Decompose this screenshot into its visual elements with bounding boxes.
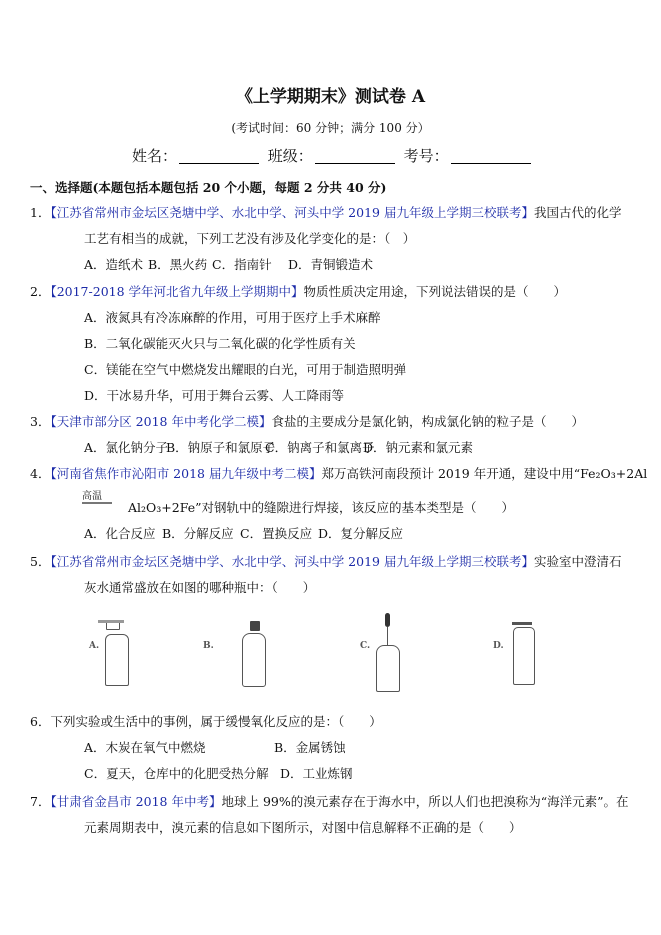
option[interactable]: D．工业炼钢 (280, 766, 353, 781)
q3-options (84, 440, 473, 456)
wide-mouth-bottle-icon (105, 634, 129, 686)
q-stem-cont: Al₂O₃+2Fe”对钢轨中的缝隙进行焊接，该反应的基本类型是（ ） (128, 500, 514, 515)
option[interactable]: B．金属锈蚀 (274, 740, 346, 755)
section-heading: 一、选择题(本题包括本题包括 20 个小题，每题 2 分共 40 分) (30, 180, 387, 195)
option[interactable]: C．夏天，仓库中的化肥受热分解 (84, 766, 269, 781)
q-source: 【河南省焦作市沁阳市 2018 届九年级中考二模】 (50, 466, 322, 481)
q-stem: 物质性质决定用途，下列说法错误的是（ ） (303, 284, 567, 299)
name-label: 姓名： (132, 147, 178, 165)
q-stem-cont: 灰水通常盛放在如图的哪种瓶中：（ ） (84, 580, 316, 595)
q-stem: 郑万高铁河南段预计 2019 年开通，建设中用“Fe₂O₃+2Al (321, 466, 648, 481)
q-source: 【2017-2018 学年河北省九年级上学期期中】 (50, 284, 304, 299)
option[interactable]: A．化合反应 (84, 526, 156, 541)
option[interactable]: D．青铜锻造术 (288, 257, 374, 272)
option[interactable]: A．木炭在氧气中燃烧 (84, 740, 206, 755)
question-4 (30, 466, 647, 482)
glass-stopper-icon (106, 622, 120, 630)
q-num: 4． (30, 466, 51, 481)
option[interactable]: B．黑火药 (148, 257, 208, 272)
reaction-condition: 高温 (82, 487, 112, 504)
option[interactable]: D．复分解反应 (318, 526, 404, 541)
option[interactable]: A．造纸术 (84, 257, 144, 272)
q-stem: 地球上 99%的溴元素存在于海水中，所以人们也把溴称为“海洋元素”。在 (221, 794, 629, 809)
class-label: 班级： (267, 147, 313, 165)
question-1 (30, 205, 621, 221)
ground-stopper-icon (512, 622, 532, 625)
q-num: 1． (30, 205, 51, 220)
number-field[interactable] (451, 149, 531, 164)
q-stem: 我国古代的化学 (533, 205, 622, 220)
q-num: 6． (30, 714, 51, 729)
q-stem: 下列实验或生活中的事例，属于缓慢氧化反应的是：（ ） (50, 714, 382, 729)
q-stem: 实验室中澄清石 (533, 554, 622, 569)
q6-options-row2 (84, 766, 353, 782)
question-6 (30, 714, 382, 730)
q-stem-cont: 元素周期表中，溴元素的信息如下图所示，对图中信息解释不正确的是（ ） (84, 820, 522, 835)
q-source: 【天津市部分区 2018 年中考化学二模】 (50, 414, 272, 429)
q-num: 3． (30, 414, 51, 429)
q-source: 【江苏省常州市金坛区尧塘中学、水北中学、河头中学 2019 届九年级上学期三校联考】 (50, 205, 534, 220)
question-5 (30, 554, 621, 570)
bottle-label: D. (493, 641, 504, 651)
stopper-cap (98, 620, 124, 623)
question-3 (30, 414, 584, 430)
option[interactable]: A．氯化钠分子 (84, 440, 169, 455)
dropper-bottle-icon (376, 645, 400, 692)
option[interactable]: C．镁能在空气中燃烧发出耀眼的白光，可用于制造照明弹 (84, 362, 407, 377)
bottle-label: B. (203, 641, 214, 651)
q-num: 5． (30, 554, 51, 569)
option[interactable]: A．液氮具有冷冻麻醉的作用，可用于医疗上手术麻醉 (84, 310, 381, 325)
q6-options-row1 (84, 740, 346, 756)
number-label: 考号： (403, 147, 449, 165)
option[interactable]: B．钠原子和氯原子 (166, 440, 276, 455)
bottle-label: C. (360, 641, 371, 651)
option[interactable]: C．钠离子和氯离子 (265, 440, 375, 455)
reagent-bottle-icon (513, 627, 535, 685)
q-source: 【甘肃省金昌市 2018 年中考】 (50, 794, 222, 809)
option[interactable]: B．二氧化碳能灭火只与二氧化碳的化学性质有关 (84, 336, 356, 351)
option[interactable]: C．指南针 (212, 257, 272, 272)
q-num: 2． (30, 284, 51, 299)
question-7 (30, 794, 629, 810)
name-field[interactable] (179, 149, 259, 164)
q-source: 【江苏省常州市金坛区尧塘中学、水北中学、河头中学 2019 届九年级上学期三校联考】 (50, 554, 534, 569)
dropper-bulb-icon (385, 613, 390, 627)
q-stem: 食盐的主要成分是氯化钠，构成氯化钠的粒子是（ ） (271, 414, 584, 429)
class-field[interactable] (315, 149, 395, 164)
q-num: 7． (30, 794, 51, 809)
option[interactable]: D．干冰易升华，可用于舞台云雾、人工降雨等 (84, 388, 345, 403)
q4-options (84, 526, 403, 542)
rubber-cap-icon (250, 621, 260, 631)
page-title: 《上学期期末》测试卷 A (235, 87, 426, 107)
option[interactable]: B．分解反应 (162, 526, 234, 541)
option[interactable]: D．钠元素和氯元素 (363, 440, 474, 455)
question-2 (30, 284, 566, 300)
exam-subtitle: (考试时间：60 分钟；满分 100 分） (231, 121, 430, 135)
bottle-label: A. (89, 641, 100, 651)
q1-options (84, 257, 373, 273)
student-info (132, 148, 535, 164)
option[interactable]: C．置换反应 (240, 526, 313, 541)
q-stem-cont: 工艺有相当的成就，下列工艺没有涉及化学变化的是：（ ） (84, 231, 416, 246)
narrow-mouth-bottle-icon (242, 633, 266, 687)
